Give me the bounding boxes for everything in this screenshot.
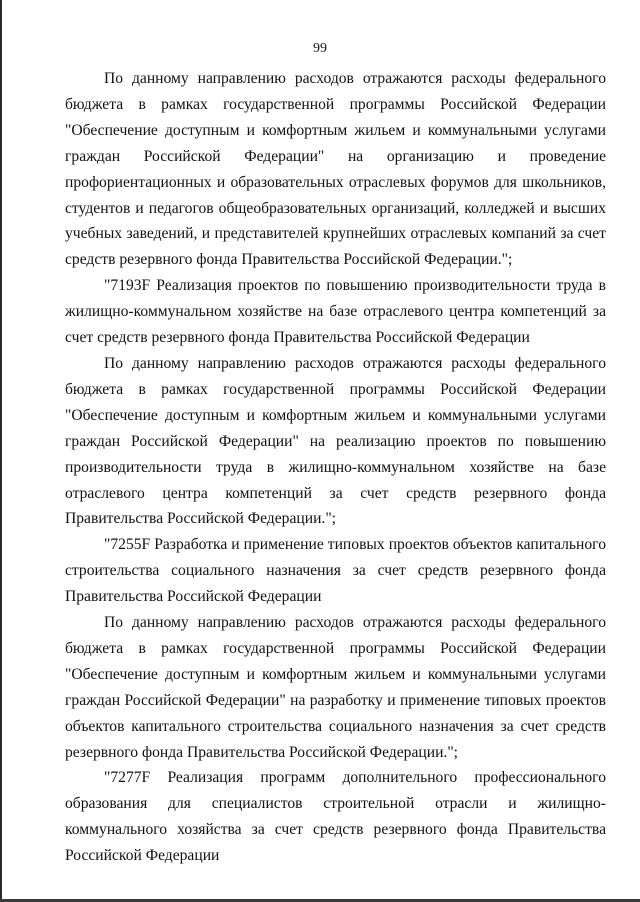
paragraph-code-7193F: "7193F Реализация проектов по повышению производительности труда в жилищно-коммунальном хозяйстве на базе отраслевого центра компетенций за счет средств резервного фонда Правительства Российской Федерации: [65, 277, 606, 347]
paragraph-7255F-description: По данному направлению расходов отражаются расходы федерального бюджета в рамках государственной программы Российской Федерации "Обеспечение доступным и комфортным жильем и коммунальными услугами граждан Российской Федерации" на разработку и применение типовых проектов объектов капитального строительства социального назначения за счет средств резервного фонда Правительства Российской Федерации.";: [65, 614, 606, 761]
scan-left-edge: [0, 0, 2, 902]
paragraph-code-7277F: "7277F Реализация программ дополнительного профессионального образования для специалистов строительной отрасли и жилищно-коммунального хозяйства за счет средств резервного фонда Правительства Российской Федерации: [65, 769, 606, 865]
page-number: 99: [313, 41, 327, 56]
paragraph-7193F-description: По данному направлению расходов отражаются расходы федерального бюджета в рамках государственной программы Российской Федерации "Обеспечение доступным и комфортным жильем и коммунальными услугами граждан Российской Федерации" на реализацию проектов по повышению производительности труда в жилищно-коммунальном хозяйстве на базе отраслевого центра компетенций за счет средств резервного фонда Правительства Российской Федерации.";: [65, 354, 606, 528]
paragraph-code-7255F: "7255F Разработка и применение типовых проектов объектов капитального строительства социального назначения за счет средств резервного фонда Правительства Российской Федерации: [65, 536, 606, 606]
document-body: [65, 66, 606, 869]
paragraph-forums-description: По данному направлению расходов отражаются расходы федерального бюджета в рамках государственной программы Российской Федерации "Обеспечение доступным и комфортным жильем и коммунальными услугами граждан Российской Федерации" на организацию и проведение профориентационных и образовательных отраслевых форумов для школьников, студентов и педагогов общеобразовательных организаций, колледжей и высших учебных заведений, и представителей крупнейших отраслевых компаний за счет средств резервного фонда Правительства Российской Федерации.";: [65, 70, 606, 269]
